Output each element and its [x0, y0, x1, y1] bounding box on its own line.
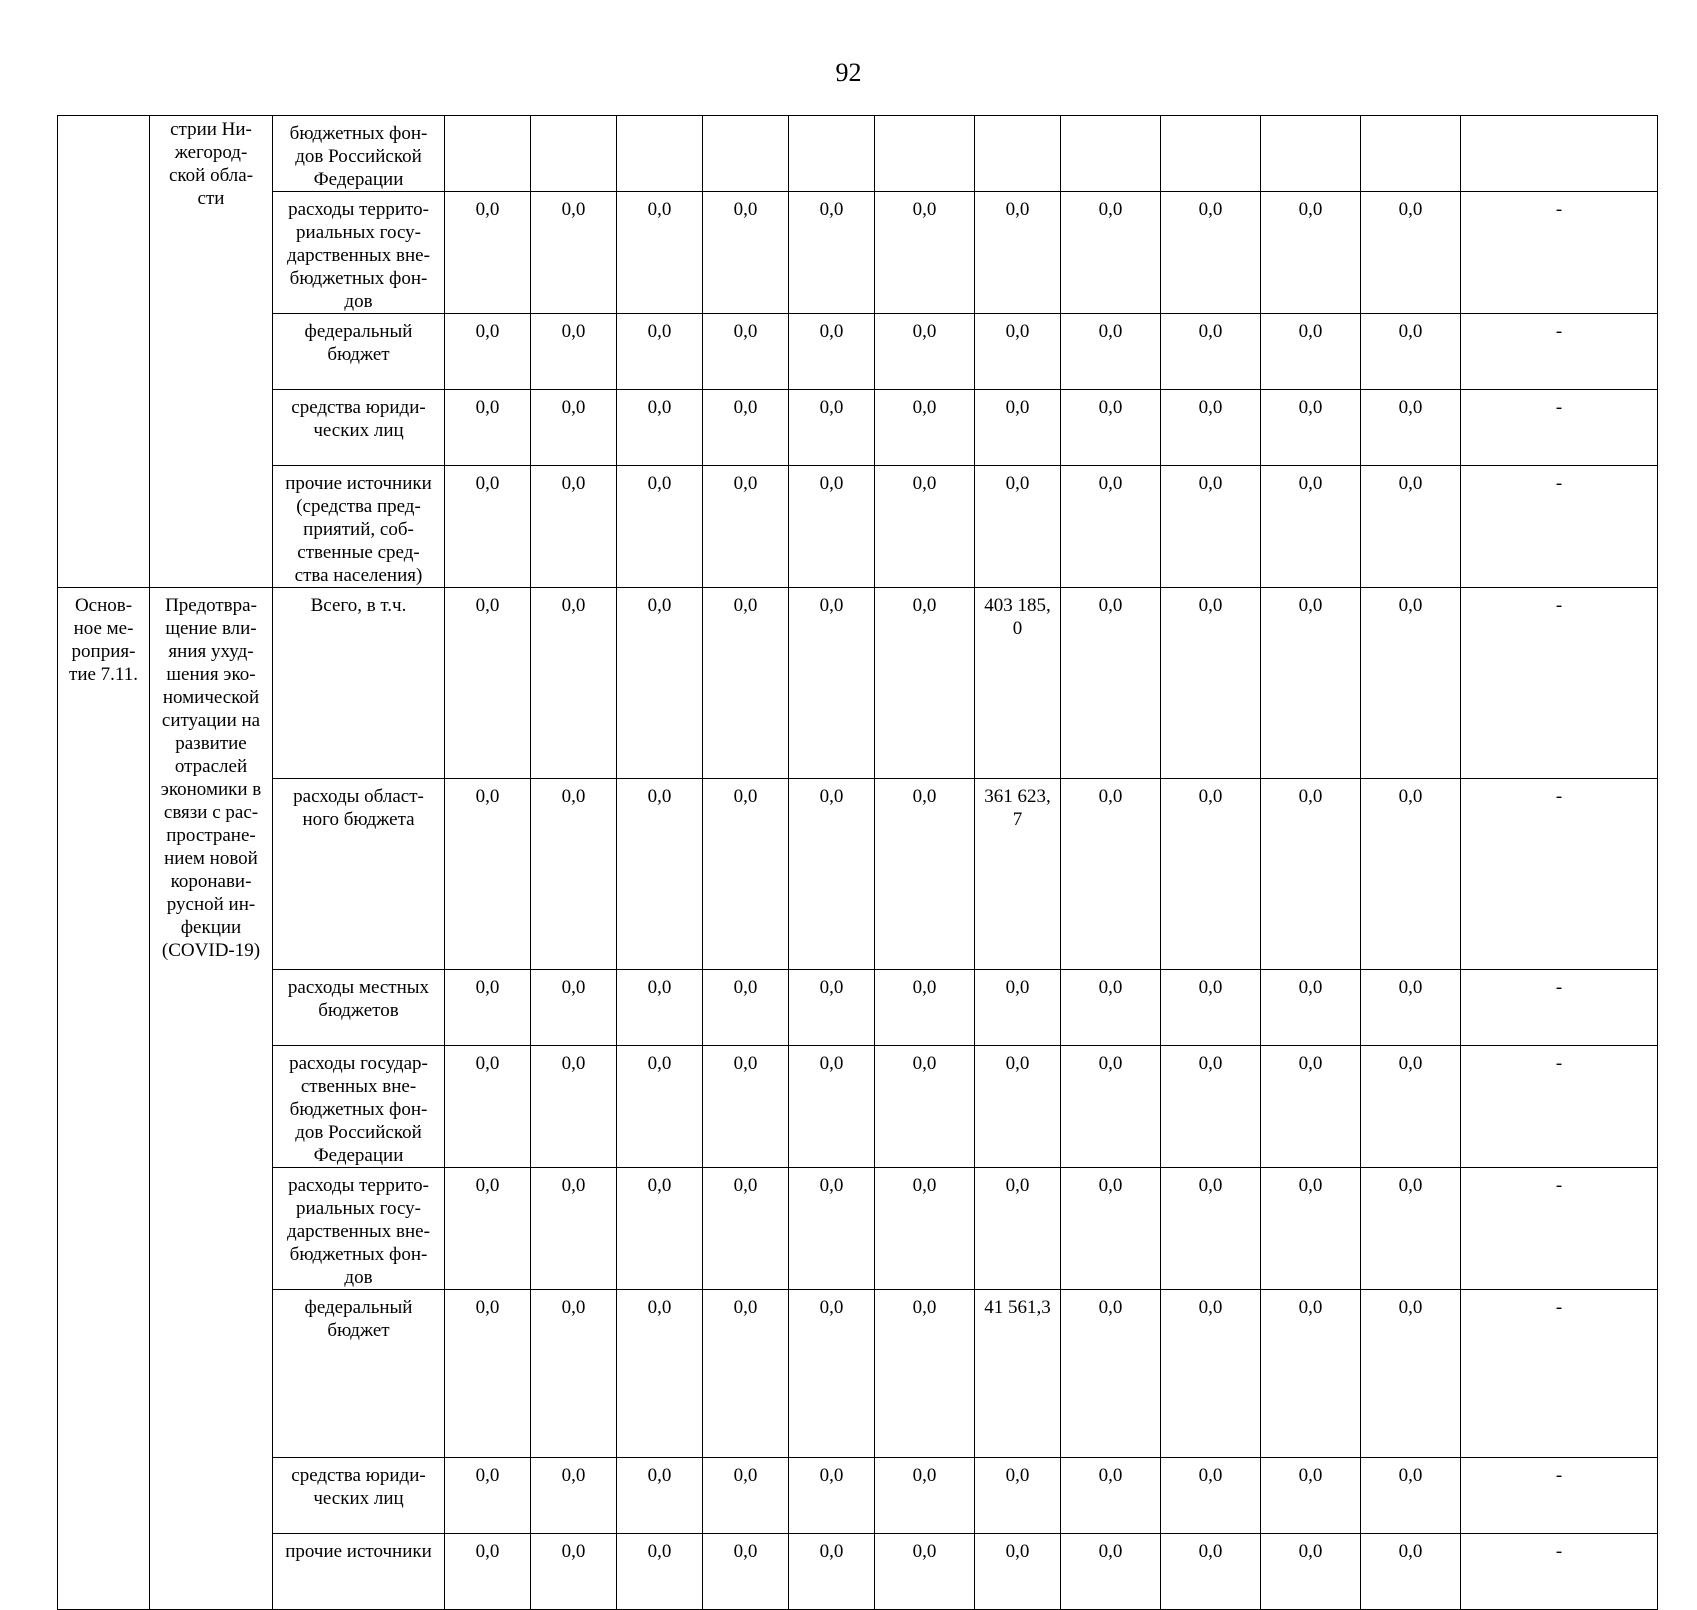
event-name-cell: стрии Ни- жегород- ской обла- сти: [150, 116, 273, 588]
value-cell: 0,0: [617, 1290, 703, 1458]
value-cell: [1461, 116, 1658, 192]
value-cell: 0,0: [531, 588, 617, 779]
value-cell: 0,0: [1161, 1534, 1261, 1610]
value-cell: 0,0: [1361, 314, 1461, 390]
table-row: [58, 779, 1658, 970]
value-cell: 0,0: [1261, 1046, 1361, 1168]
value-cell: 0,0: [975, 466, 1061, 588]
value-cell: 0,0: [703, 588, 789, 779]
value-cell: 0,0: [789, 1458, 875, 1534]
value-cell: -: [1461, 779, 1658, 970]
value-cell: 0,0: [617, 1458, 703, 1534]
value-cell: 0,0: [703, 1458, 789, 1534]
value-cell: 0,0: [445, 588, 531, 779]
value-cell: [975, 116, 1061, 192]
value-cell: 0,0: [1161, 588, 1261, 779]
value-cell: 0,0: [703, 970, 789, 1046]
value-cell: 0,0: [445, 1168, 531, 1290]
value-cell: 0,0: [875, 314, 975, 390]
value-cell: 0,0: [531, 970, 617, 1046]
value-cell: 0,0: [789, 588, 875, 779]
value-cell: 0,0: [1161, 779, 1261, 970]
value-cell: 0,0: [1361, 466, 1461, 588]
table-row: [58, 588, 1658, 779]
value-cell: 0,0: [789, 970, 875, 1046]
funding-source-cell: Всего, в т.ч.: [273, 588, 445, 779]
value-cell: 0,0: [703, 314, 789, 390]
value-cell: 0,0: [875, 1458, 975, 1534]
value-cell: 0,0: [1061, 314, 1161, 390]
value-cell: 0,0: [1061, 1290, 1161, 1458]
value-cell: 0,0: [975, 1046, 1061, 1168]
measure-label-cell: [58, 116, 150, 588]
value-cell: 0,0: [1161, 1046, 1261, 1168]
value-cell: 0,0: [531, 314, 617, 390]
value-cell: 0,0: [1261, 779, 1361, 970]
value-cell: 0,0: [1361, 1458, 1461, 1534]
funding-source-cell: расходы местных бюджетов: [273, 970, 445, 1046]
value-cell: 0,0: [445, 1458, 531, 1534]
value-cell: 0,0: [789, 779, 875, 970]
value-cell: [703, 116, 789, 192]
value-cell: 0,0: [1261, 1168, 1361, 1290]
value-cell: -: [1461, 1290, 1658, 1458]
value-cell: 0,0: [1361, 970, 1461, 1046]
value-cell: 0,0: [1061, 1458, 1161, 1534]
value-cell: [789, 116, 875, 192]
value-cell: 0,0: [703, 192, 789, 314]
value-cell: 0,0: [531, 390, 617, 466]
value-cell: 0,0: [531, 192, 617, 314]
value-cell: 0,0: [875, 1290, 975, 1458]
funding-source-cell: прочие источники: [273, 1534, 445, 1610]
value-cell: 0,0: [789, 1046, 875, 1168]
value-cell: 0,0: [1061, 588, 1161, 779]
value-cell: 0,0: [875, 970, 975, 1046]
value-cell: 0,0: [1261, 1290, 1361, 1458]
funding-source-cell: расходы област- ного бюджета: [273, 779, 445, 970]
value-cell: 0,0: [445, 192, 531, 314]
value-cell: 0,0: [617, 779, 703, 970]
value-cell: 0,0: [531, 466, 617, 588]
value-cell: 0,0: [703, 779, 789, 970]
value-cell: 0,0: [789, 1168, 875, 1290]
value-cell: 0,0: [975, 192, 1061, 314]
value-cell: 0,0: [1361, 1046, 1461, 1168]
value-cell: 0,0: [875, 466, 975, 588]
funding-source-cell: прочие источники (средства пред- приятий, соб- ственные сред- ства населения): [273, 466, 445, 588]
value-cell: 0,0: [875, 1534, 975, 1610]
value-cell: 0,0: [703, 390, 789, 466]
value-cell: 0,0: [1161, 390, 1261, 466]
funding-source-cell: средства юриди- ческих лиц: [273, 390, 445, 466]
value-cell: 0,0: [975, 1458, 1061, 1534]
value-cell: 0,0: [1061, 390, 1161, 466]
value-cell: 0,0: [531, 1046, 617, 1168]
value-cell: 0,0: [1361, 779, 1461, 970]
value-cell: 0,0: [531, 1458, 617, 1534]
value-cell: 0,0: [445, 466, 531, 588]
value-cell: 0,0: [975, 1534, 1061, 1610]
value-cell: [1061, 116, 1161, 192]
value-cell: 0,0: [1161, 192, 1261, 314]
value-cell: 0,0: [1061, 970, 1161, 1046]
funding-source-cell: расходы государ- ственных вне- бюджетных фон- дов Российской Федерации: [273, 1046, 445, 1168]
value-cell: 0,0: [1361, 390, 1461, 466]
value-cell: 0,0: [875, 192, 975, 314]
funding-source-cell: расходы террито- риальных госу- дарственных вне- бюджетных фон- дов: [273, 192, 445, 314]
value-cell: 0,0: [445, 779, 531, 970]
value-cell: 0,0: [1261, 1534, 1361, 1610]
value-cell: -: [1461, 588, 1658, 779]
value-cell: [1161, 116, 1261, 192]
value-cell: 0,0: [1361, 1290, 1461, 1458]
funding-source-cell: федеральный бюджет: [273, 314, 445, 390]
value-cell: 0,0: [1061, 1046, 1161, 1168]
value-cell: 0,0: [617, 588, 703, 779]
value-cell: 0,0: [1261, 390, 1361, 466]
value-cell: 0,0: [975, 970, 1061, 1046]
funding-source-cell: средства юриди- ческих лиц: [273, 1458, 445, 1534]
value-cell: 0,0: [789, 390, 875, 466]
value-cell: 0,0: [789, 466, 875, 588]
value-cell: 0,0: [789, 314, 875, 390]
page-number: 92: [835, 58, 862, 87]
value-cell: 0,0: [703, 1046, 789, 1168]
value-cell: 0,0: [1061, 192, 1161, 314]
value-cell: -: [1461, 1046, 1658, 1168]
value-cell: 0,0: [975, 390, 1061, 466]
value-cell: 0,0: [1161, 1290, 1261, 1458]
event-name-cell: Предотвра- щение вли- яния ухуд- шения эко- номической ситуации на развитие отраслей экономики в связи с рас- простране- нием новой коронави- русной ин- фекции (COVID-19): [150, 588, 273, 1610]
value-cell: 0,0: [975, 1168, 1061, 1290]
value-cell: [531, 116, 617, 192]
value-cell: 0,0: [617, 1046, 703, 1168]
value-cell: 0,0: [789, 1534, 875, 1610]
value-cell: 0,0: [875, 390, 975, 466]
value-cell: 0,0: [617, 192, 703, 314]
funding-source-cell: расходы террито- риальных госу- дарственных вне- бюджетных фон- дов: [273, 1168, 445, 1290]
value-cell: 0,0: [875, 1046, 975, 1168]
value-cell: 0,0: [1261, 192, 1361, 314]
value-cell: 0,0: [1261, 314, 1361, 390]
value-cell: 0,0: [1161, 314, 1261, 390]
value-cell: 0,0: [875, 588, 975, 779]
value-cell: 0,0: [531, 1168, 617, 1290]
value-cell: 0,0: [975, 314, 1061, 390]
value-cell: 0,0: [1161, 1458, 1261, 1534]
value-cell: -: [1461, 1534, 1658, 1610]
value-cell: -: [1461, 970, 1658, 1046]
table-row: [58, 1458, 1658, 1534]
value-cell: 0,0: [703, 1534, 789, 1610]
funding-source-cell: бюджетных фон- дов Российской Федерации: [273, 116, 445, 192]
value-cell: -: [1461, 1168, 1658, 1290]
value-cell: 0,0: [617, 1534, 703, 1610]
value-cell: -: [1461, 192, 1658, 314]
value-cell: 0,0: [445, 1534, 531, 1610]
value-cell: 0,0: [703, 1290, 789, 1458]
value-cell: 0,0: [1361, 1534, 1461, 1610]
value-cell: 0,0: [703, 466, 789, 588]
value-cell: 0,0: [789, 192, 875, 314]
measure-label-cell: Основ- ное ме- роприя- тие 7.11.: [58, 588, 150, 1610]
value-cell: [445, 116, 531, 192]
value-cell: 0,0: [445, 390, 531, 466]
value-cell: 0,0: [1261, 1458, 1361, 1534]
table-row: [58, 390, 1658, 466]
value-cell: 0,0: [1361, 588, 1461, 779]
value-cell: 0,0: [1161, 466, 1261, 588]
value-cell: 0,0: [1261, 588, 1361, 779]
value-cell: [617, 116, 703, 192]
value-cell: -: [1461, 1458, 1658, 1534]
table-row: [58, 1534, 1658, 1610]
value-cell: 41 561,3: [975, 1290, 1061, 1458]
value-cell: [1361, 116, 1461, 192]
value-cell: 0,0: [531, 1534, 617, 1610]
value-cell: 403 185, 0: [975, 588, 1061, 779]
value-cell: 0,0: [531, 1290, 617, 1458]
value-cell: -: [1461, 390, 1658, 466]
value-cell: 0,0: [1161, 1168, 1261, 1290]
value-cell: 0,0: [1361, 192, 1461, 314]
table-row: [58, 970, 1658, 1046]
value-cell: -: [1461, 314, 1658, 390]
value-cell: 361 623, 7: [975, 779, 1061, 970]
value-cell: 0,0: [617, 390, 703, 466]
value-cell: 0,0: [617, 1168, 703, 1290]
value-cell: 0,0: [1361, 1168, 1461, 1290]
table-row: [58, 116, 1658, 192]
value-cell: 0,0: [445, 1046, 531, 1168]
funding-source-cell: федеральный бюджет: [273, 1290, 445, 1458]
table-body: [58, 116, 1658, 1610]
value-cell: 0,0: [875, 1168, 975, 1290]
table-row: [58, 192, 1658, 314]
table-row: [58, 1046, 1658, 1168]
value-cell: 0,0: [617, 466, 703, 588]
value-cell: 0,0: [1161, 970, 1261, 1046]
value-cell: 0,0: [445, 1290, 531, 1458]
budget-table: [57, 115, 1658, 1610]
value-cell: 0,0: [1061, 1168, 1161, 1290]
value-cell: 0,0: [1061, 466, 1161, 588]
value-cell: [875, 116, 975, 192]
value-cell: 0,0: [445, 314, 531, 390]
value-cell: 0,0: [617, 314, 703, 390]
value-cell: 0,0: [445, 970, 531, 1046]
value-cell: -: [1461, 466, 1658, 588]
value-cell: 0,0: [789, 1290, 875, 1458]
table-row: [58, 1168, 1658, 1290]
value-cell: 0,0: [1261, 466, 1361, 588]
value-cell: 0,0: [875, 779, 975, 970]
value-cell: 0,0: [703, 1168, 789, 1290]
value-cell: 0,0: [617, 970, 703, 1046]
table-row: [58, 1290, 1658, 1458]
value-cell: [1261, 116, 1361, 192]
value-cell: 0,0: [1261, 970, 1361, 1046]
value-cell: 0,0: [531, 779, 617, 970]
table-row: [58, 314, 1658, 390]
value-cell: 0,0: [1061, 779, 1161, 970]
value-cell: 0,0: [1061, 1534, 1161, 1610]
table-row: [58, 466, 1658, 588]
